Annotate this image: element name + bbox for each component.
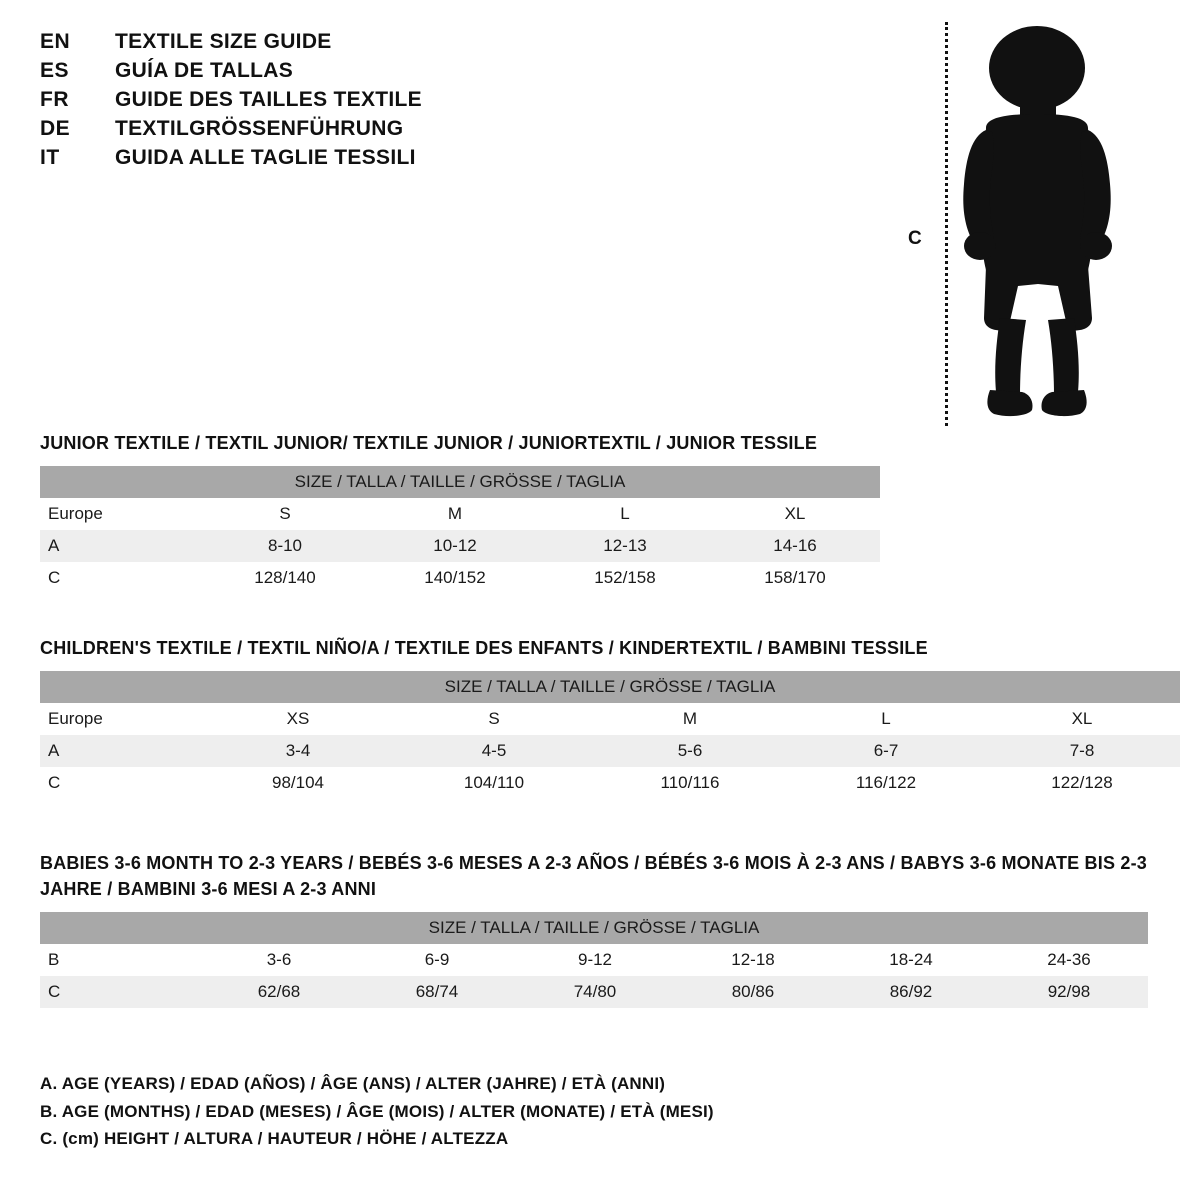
cell: XL [710,498,880,530]
row-label: Europe [40,703,200,735]
section-junior-textile [40,430,880,594]
language-row [40,146,600,175]
band-label: SIZE / TALLA / TAILLE / GRÖSSE / TAGLIA [40,912,1148,944]
legend-block [40,1070,1040,1153]
cell: S [200,498,370,530]
table-row [40,498,880,530]
figure-measure-label: C [908,228,922,249]
language-title: GUIDA ALLE TAGLIE TESSILI [115,146,416,169]
language-row [40,30,600,59]
cell: 6-7 [788,735,984,767]
table-band-header [40,671,1180,703]
table-row [40,767,1180,799]
section-babies-textile [40,850,1150,1008]
row-label: A [40,735,200,767]
cell: 5-6 [592,735,788,767]
legend-line-b: B. AGE (MONTHS) / EDAD (MESES) / ÂGE (MOIS) / ALTER (MONATE) / ETÀ (MESI) [40,1101,714,1121]
row-label: B [40,944,200,976]
language-title: GUÍA DE TALLAS [115,59,294,82]
section-title: JUNIOR TEXTILE / TEXTIL JUNIOR/ TEXTILE JUNIOR / JUNIORTEXTIL / JUNIOR TESSILE [40,433,818,453]
language-code: IT [40,146,60,169]
cell: 122/128 [984,767,1180,799]
cell: 24-36 [990,944,1148,976]
junior-size-table [40,466,880,594]
cell: 104/110 [396,767,592,799]
language-code: DE [40,117,71,140]
cell: 14-16 [710,530,880,562]
table-row [40,703,1180,735]
cell: L [540,498,710,530]
cell: L [788,703,984,735]
cell: 128/140 [200,562,370,594]
cell: 10-12 [370,530,540,562]
language-row [40,117,600,146]
language-title: TEXTILGRÖSSENFÜHRUNG [115,117,404,140]
cell: 6-9 [358,944,516,976]
cell: 140/152 [370,562,540,594]
cell: 7-8 [984,735,1180,767]
section-title: BABIES 3-6 MONTH TO 2-3 YEARS / BEBÉS 3-6 MESES A 2-3 AÑOS / BÉBÉS 3-6 MOIS À 2-3 ANS / BABYS 3-6 MONATE BIS 2-3 JAHRE / BAMBINI 3-6 MESI A 2-3 ANNI [40,853,1147,900]
language-row [40,88,600,117]
section-title: CHILDREN'S TEXTILE / TEXTIL NIÑO/A / TEXTILE DES ENFANTS / KINDERTEXTIL / BAMBINI TESSILE [40,638,928,658]
language-title-block [40,30,600,175]
table-row [40,735,1180,767]
cell: 158/170 [710,562,880,594]
cell: 86/92 [832,976,990,1008]
table-row [40,976,1148,1008]
table-row [40,562,880,594]
legend-line-a: A. AGE (YEARS) / EDAD (AÑOS) / ÂGE (ANS) / ALTER (JAHRE) / ETÀ (ANNI) [40,1074,666,1093]
cell: 12-18 [674,944,832,976]
cell: 98/104 [200,767,396,799]
cell: M [370,498,540,530]
cell: 3-4 [200,735,396,767]
cell: 8-10 [200,530,370,562]
band-label: SIZE / TALLA / TAILLE / GRÖSSE / TAGLIA [40,466,880,498]
row-label: C [40,767,200,799]
language-code: EN [40,30,71,53]
cell: 152/158 [540,562,710,594]
section-childrens-textile [40,635,1180,799]
table-band-header [40,912,1148,944]
cell: S [396,703,592,735]
language-row [40,59,600,88]
cell: XL [984,703,1180,735]
cell: 12-13 [540,530,710,562]
language-code: ES [40,59,70,82]
row-label: C [40,562,200,594]
children-size-table [40,671,1180,799]
language-code: FR [40,88,69,111]
row-label: Europe [40,498,200,530]
language-title: GUIDE DES TAILLES TEXTILE [115,88,422,111]
cell: XS [200,703,396,735]
cell: 3-6 [200,944,358,976]
cell: M [592,703,788,735]
band-label: SIZE / TALLA / TAILLE / GRÖSSE / TAGLIA [40,671,1180,703]
legend-line-c: C. (cm) HEIGHT / ALTURA / HAUTEUR / HÖHE / ALTEZZA [40,1129,509,1149]
table-row [40,530,880,562]
cell: 92/98 [990,976,1148,1008]
cell: 74/80 [516,976,674,1008]
height-figure [890,10,1150,430]
cell: 80/86 [674,976,832,1008]
cell: 68/74 [358,976,516,1008]
cell: 4-5 [396,735,592,767]
table-row [40,944,1148,976]
cell: 110/116 [592,767,788,799]
cell: 116/122 [788,767,984,799]
babies-size-table [40,912,1148,1008]
table-band-header [40,466,880,498]
cell: 62/68 [200,976,358,1008]
cell: 9-12 [516,944,674,976]
row-label: A [40,530,200,562]
child-silhouette-icon [942,18,1142,428]
language-title: TEXTILE SIZE GUIDE [115,30,332,53]
cell: 18-24 [832,944,990,976]
row-label: C [40,976,200,1008]
